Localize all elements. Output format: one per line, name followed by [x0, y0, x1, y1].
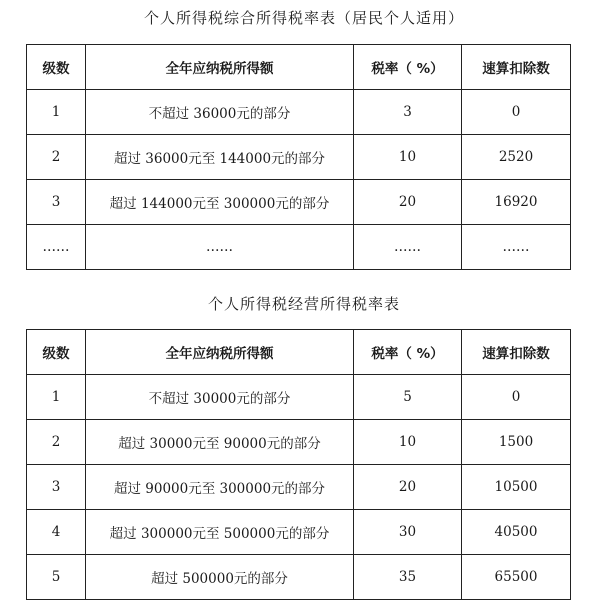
- header-taxable-income: 全年应纳税所得额: [86, 330, 354, 375]
- cell-tax-rate: 35: [354, 555, 462, 600]
- cell-quick-deduction: 65500: [462, 555, 571, 600]
- cell-tax-rate: 20: [354, 180, 462, 225]
- comprehensive-income-tax-table: [26, 44, 571, 270]
- cell-quick-deduction: 1500: [462, 420, 571, 465]
- table-header-row: [27, 45, 571, 90]
- cell-taxable-income: 超过 90000元至 300000元的部分: [86, 465, 354, 510]
- table-row: [27, 465, 571, 510]
- header-quick-deduction: 速算扣除数: [462, 330, 571, 375]
- cell-taxable-income: 不超过 36000元的部分: [86, 90, 354, 135]
- header-tax-rate: 税率（ %）: [354, 330, 462, 375]
- table-header-row: [27, 330, 571, 375]
- cell-tax-rate: 10: [354, 420, 462, 465]
- table-row: [27, 180, 571, 225]
- cell-tax-rate: 5: [354, 375, 462, 420]
- cell-quick-deduction: 10500: [462, 465, 571, 510]
- table-caption: 个人所得税经营所得税率表: [207, 295, 400, 313]
- cell-quick-deduction: 2520: [462, 135, 571, 180]
- cell-tax-rate: 3: [354, 90, 462, 135]
- cell-level: 1: [27, 90, 86, 135]
- cell-tax-rate: ……: [354, 225, 462, 270]
- cell-taxable-income: 超过 36000元至 144000元的部分: [86, 135, 354, 180]
- cell-level: 3: [27, 465, 86, 510]
- table-row: [27, 375, 571, 420]
- table-caption: 个人所得税综合所得税率表（居民个人适用）: [143, 9, 464, 27]
- table-row: [27, 225, 571, 270]
- cell-level: 2: [27, 420, 86, 465]
- cell-taxable-income: 超过 500000元的部分: [86, 555, 354, 600]
- table-row: [27, 510, 571, 555]
- cell-taxable-income: 超过 144000元至 300000元的部分: [86, 180, 354, 225]
- table-row: [27, 555, 571, 600]
- cell-level: 4: [27, 510, 86, 555]
- cell-taxable-income: 超过 300000元至 500000元的部分: [86, 510, 354, 555]
- cell-quick-deduction: 40500: [462, 510, 571, 555]
- cell-level: 3: [27, 180, 86, 225]
- cell-quick-deduction: 0: [462, 90, 571, 135]
- table-row: [27, 420, 571, 465]
- header-tax-rate: 税率（ %）: [354, 45, 462, 90]
- cell-quick-deduction: ……: [462, 225, 571, 270]
- cell-level: 1: [27, 375, 86, 420]
- cell-taxable-income: 超过 30000元至 90000元的部分: [86, 420, 354, 465]
- header-level: 级数: [27, 45, 86, 90]
- cell-tax-rate: 30: [354, 510, 462, 555]
- business-income-tax-table: [26, 329, 571, 600]
- cell-quick-deduction: 16920: [462, 180, 571, 225]
- table-row: [27, 90, 571, 135]
- cell-tax-rate: 20: [354, 465, 462, 510]
- cell-taxable-income: 不超过 30000元的部分: [86, 375, 354, 420]
- table-row: [27, 135, 571, 180]
- cell-level: ……: [27, 225, 86, 270]
- cell-taxable-income: ……: [86, 225, 354, 270]
- cell-level: 2: [27, 135, 86, 180]
- header-level: 级数: [27, 330, 86, 375]
- cell-quick-deduction: 0: [462, 375, 571, 420]
- cell-level: 5: [27, 555, 86, 600]
- header-taxable-income: 全年应纳税所得额: [86, 45, 354, 90]
- cell-tax-rate: 10: [354, 135, 462, 180]
- header-quick-deduction: 速算扣除数: [462, 45, 571, 90]
